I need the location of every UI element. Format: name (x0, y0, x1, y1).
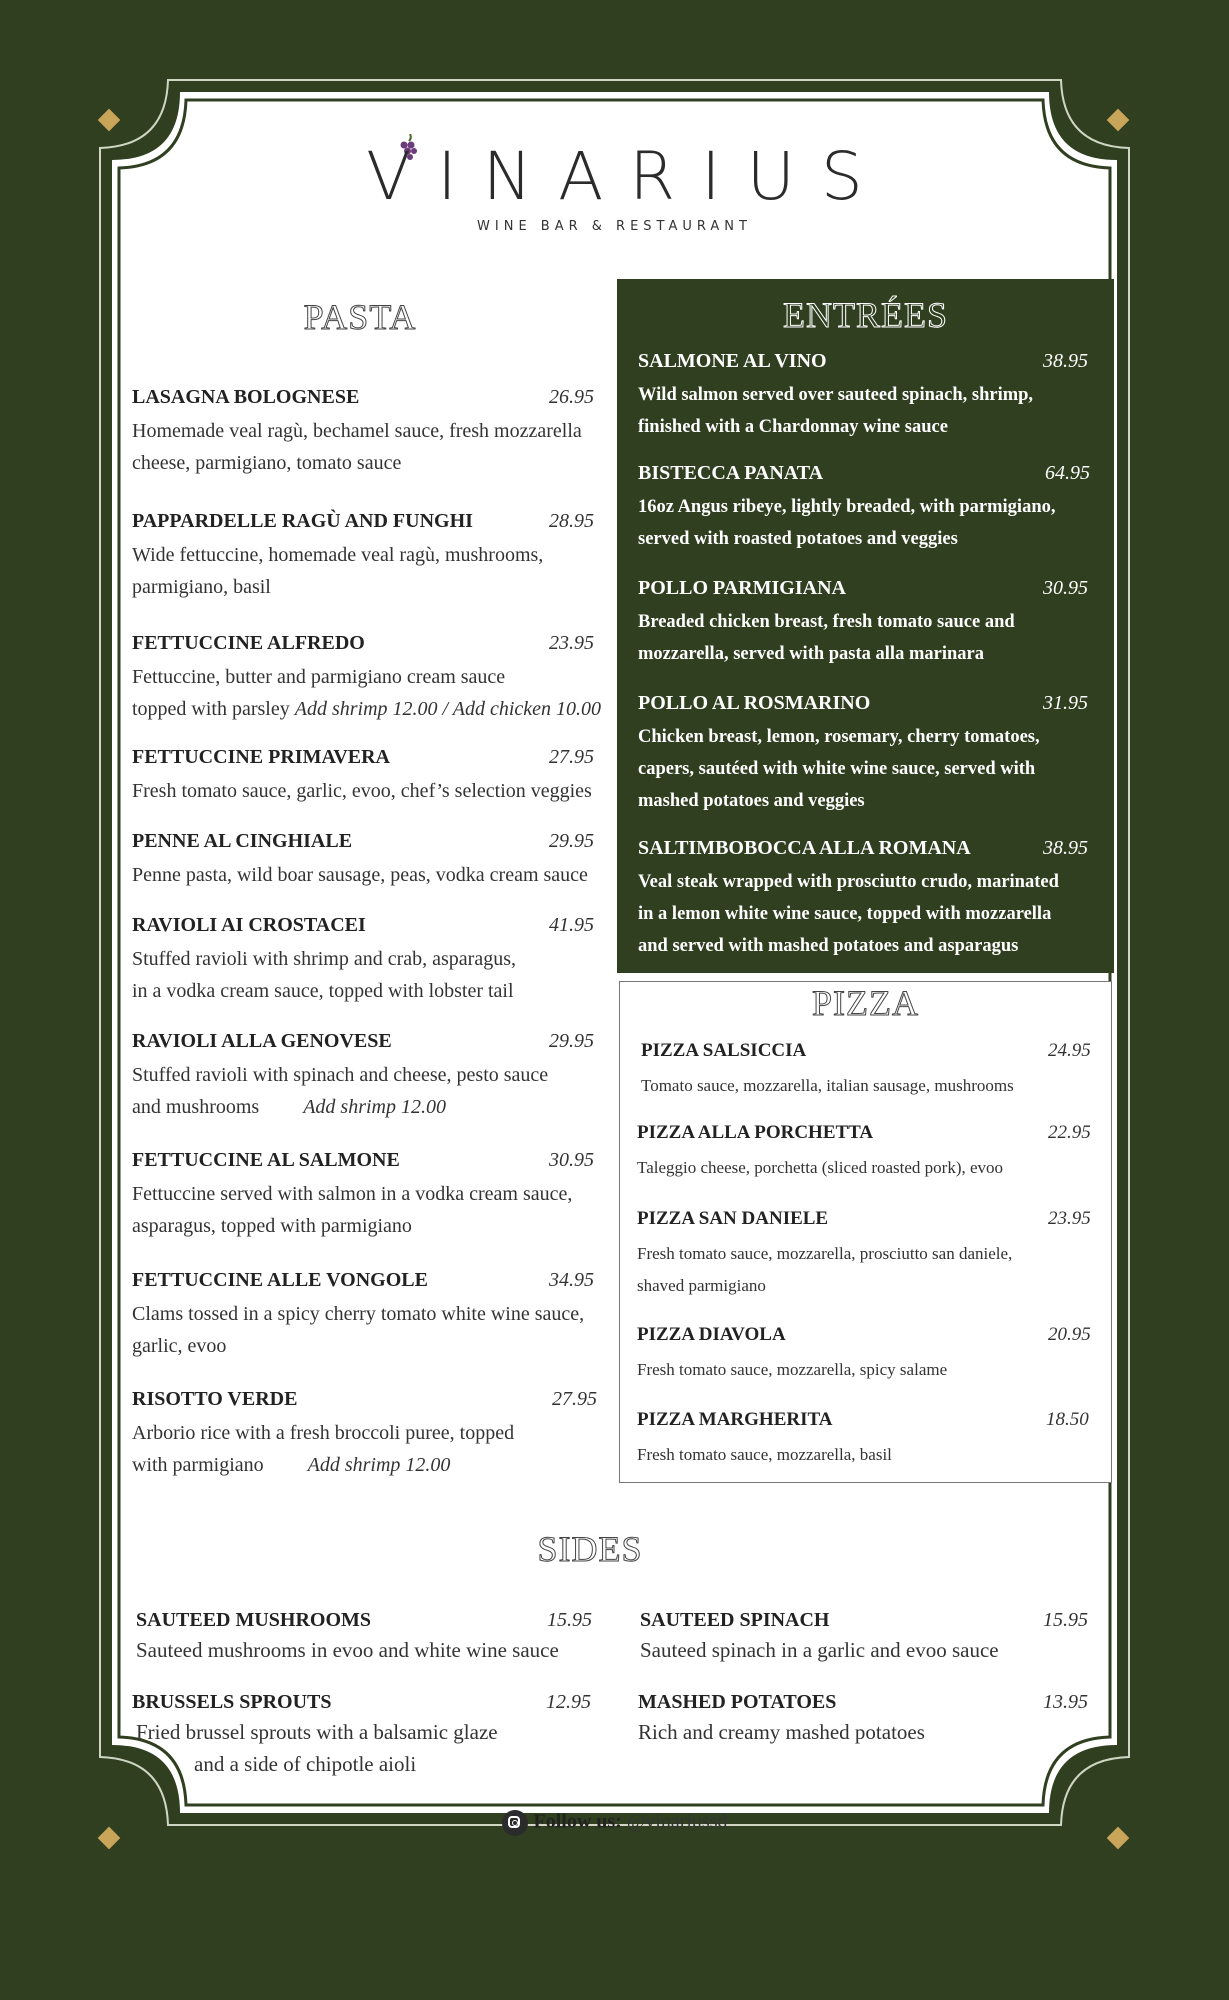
item-name: LASAGNA BOLOGNESE (132, 386, 360, 408)
item-name: FETTUCCINE ALFREDO (132, 632, 365, 654)
menu-item-pizza-san-daniele (637, 1208, 1091, 1302)
item-name: SALTIMBOBOCCA ALLA ROMANA (638, 837, 971, 859)
item-addon: Add shrimp 12.00 / Add chicken 10.00 (294, 698, 602, 720)
item-price: 38.95 (1043, 837, 1088, 859)
item-price: 31.95 (1043, 692, 1088, 714)
menu-item-salmone-al-vino (638, 350, 1098, 443)
item-desc: Fresh tomato sauce, garlic, evoo, chef’s selection veggies (132, 780, 592, 802)
sides-title: SIDES (537, 1529, 643, 1569)
item-price: 27.95 (552, 1388, 597, 1410)
item-desc: Fried brussel sprouts with a balsamic glaze and a side of chipotle aioli (136, 1720, 498, 1776)
menu-item-pollo-parmigiana (638, 577, 1098, 670)
item-name: PIZZA DIAVOLA (637, 1324, 786, 1345)
menu-item-vongole (132, 1269, 612, 1362)
item-price: 23.95 (549, 632, 594, 654)
menu-item-alfredo (132, 632, 612, 725)
item-desc: 16oz Angus ribeye, lightly breaded, with parmigiano, served with roasted potatoes and veggies (638, 497, 1056, 549)
item-name: PAPPARDELLE RAGÙ AND FUNGHI (132, 510, 473, 532)
menu-item-cinghiale (132, 830, 612, 891)
item-price: 28.95 (549, 510, 594, 532)
menu-item-pizza-margherita (637, 1409, 1091, 1471)
item-desc: Veal steak wrapped with prosciutto crudo, marinated in a lemon white wine sauce, topped with mozzarella and served with mashed potatoes and asparagus (638, 872, 1059, 956)
item-desc: Penne pasta, wild boar sausage, peas, vodka cream sauce (132, 864, 588, 886)
menu-item-lasagna (132, 386, 612, 479)
item-name: SAUTEED MUSHROOMS (136, 1609, 372, 1631)
item-price: 13.95 (1043, 1691, 1088, 1713)
item-price: 30.95 (549, 1149, 594, 1171)
menu-item-sauteed-spinach (640, 1609, 1100, 1666)
item-addon: Add shrimp 12.00 (307, 1454, 451, 1476)
item-price: 64.95 (1045, 462, 1090, 484)
item-name: FETTUCCINE PRIMAVERA (132, 746, 390, 768)
item-desc: Taleggio cheese, porchetta (sliced roasted pork), evoo (637, 1158, 1004, 1177)
social-follow (0, 1810, 1229, 1836)
item-desc: Chicken breast, lemon, rosemary, cherry tomatoes, capers, sautéed with white wine sauce, served with mashed potatoes and veggies (638, 727, 1040, 811)
item-name: FETTUCCINE AL SALMONE (132, 1149, 400, 1171)
pasta-title: PASTA (303, 297, 417, 337)
menu-item-salmone (132, 1149, 612, 1242)
menu-item-pizza-diavola (637, 1324, 1091, 1386)
instagram-icon[interactable] (502, 1810, 528, 1836)
item-name: FETTUCCINE ALLE VONGOLE (132, 1269, 428, 1291)
item-desc: Fettuccine, butter and parmigiano cream sauce topped with parsley Add shrimp 12.00 / Add chicken 10.00 (132, 666, 602, 720)
item-price: 12.95 (546, 1691, 591, 1713)
item-name: RAVIOLI AI CROSTACEI (132, 914, 366, 936)
item-desc: Fresh tomato sauce, mozzarella, spicy salame (637, 1360, 948, 1379)
item-name: MASHED POTATOES (638, 1691, 837, 1713)
item-name: PIZZA ALLA PORCHETTA (637, 1122, 874, 1143)
item-name: BRUSSELS SPROUTS (132, 1691, 332, 1713)
item-name: SALMONE AL VINO (638, 350, 827, 372)
item-price: 34.95 (549, 1269, 594, 1291)
item-name: RAVIOLI ALLA GENOVESE (132, 1030, 392, 1052)
brand-tagline: WINE BAR & RESTAURANT (477, 219, 752, 234)
item-name: BISTECCA PANATA (638, 462, 824, 484)
item-name: POLLO PARMIGIANA (638, 577, 846, 599)
item-price: 22.95 (1048, 1122, 1091, 1143)
brand-name: VINARIUS (366, 138, 889, 215)
item-desc: Fresh tomato sauce, mozzarella, prosciutto san daniele, shaved parmigiano (637, 1244, 1013, 1295)
social-handle[interactable]: @vinariussd (626, 1810, 728, 1833)
item-desc: Breaded chicken breast, fresh tomato sauce and mozzarella, served with pasta alla marinara (638, 612, 1015, 664)
item-name: PENNE AL CINGHIALE (132, 830, 353, 852)
menu-item-saltimbocca (638, 837, 1108, 962)
item-desc: Tomato sauce, mozzarella, italian sausage, mushrooms (641, 1076, 1014, 1095)
item-price: 18.50 (1046, 1409, 1089, 1430)
item-desc: Stuffed ravioli with spinach and cheese, pesto sauce and mushrooms Add shrimp 12.00 (132, 1064, 549, 1118)
item-desc: Homemade veal ragù, bechamel sauce, fresh mozzarella cheese, parmigiano, tomato sauce (132, 420, 582, 474)
item-price: 27.95 (549, 746, 594, 768)
menu-item-mashed-potatoes (638, 1691, 1098, 1748)
item-desc: Sauteed mushrooms in evoo and white wine sauce (136, 1638, 559, 1662)
item-name: POLLO AL ROSMARINO (638, 692, 871, 714)
pizza-title: PIZZA (812, 983, 919, 1023)
item-name: PIZZA SAN DANIELE (637, 1208, 829, 1229)
diamond-top-right-icon (1107, 109, 1130, 132)
item-price: 30.95 (1043, 577, 1088, 599)
menu-item-brussels-sprouts (132, 1691, 602, 1780)
item-desc: Rich and creamy mashed potatoes (638, 1720, 925, 1744)
menu-item-pollo-rosmarino (638, 692, 1098, 817)
item-name: PIZZA MARGHERITA (637, 1409, 833, 1430)
entrees-title: ENTRÉES (783, 295, 948, 335)
menu-item-risotto (132, 1388, 612, 1481)
item-desc: Clams tossed in a spicy cherry tomato white wine sauce, garlic, evoo (132, 1303, 585, 1357)
item-desc: Sauteed spinach in a garlic and evoo sauce (640, 1638, 999, 1662)
item-desc: Wide fettuccine, homemade veal ragù, mushrooms, parmigiano, basil (132, 544, 544, 598)
item-price: 41.95 (549, 914, 594, 936)
item-desc: Fettuccine served with salmon in a vodka cream sauce, asparagus, topped with parmigiano (132, 1183, 573, 1237)
item-price: 20.95 (1048, 1324, 1091, 1345)
menu-item-genovese (132, 1030, 612, 1123)
item-desc: Stuffed ravioli with shrimp and crab, asparagus, in a vodka cream sauce, topped with lobster tail (132, 948, 516, 1002)
item-price: 15.95 (1043, 1609, 1088, 1631)
menu-item-pizza-porchetta (637, 1122, 1091, 1184)
menu-item-pizza-salsiccia (641, 1040, 1091, 1102)
item-desc: Fresh tomato sauce, mozzarella, basil (637, 1445, 892, 1464)
follow-label: Follow us: (533, 1810, 622, 1833)
menu-item-bistecca (638, 462, 1108, 555)
menu-item-primavera (132, 746, 612, 807)
menu-item-crostacei (132, 914, 612, 1007)
item-price: 26.95 (549, 386, 594, 408)
item-name: RISOTTO VERDE (132, 1388, 298, 1410)
item-price: 29.95 (549, 1030, 594, 1052)
item-price: 38.95 (1043, 350, 1088, 372)
diamond-top-left-icon (98, 109, 121, 132)
item-desc: Arborio rice with a fresh broccoli puree, topped with parmigiano Add shrimp 12.00 (132, 1422, 515, 1476)
item-price: 29.95 (549, 830, 594, 852)
menu-item-sauteed-mushrooms (136, 1609, 606, 1666)
item-price: 23.95 (1048, 1208, 1091, 1229)
item-name: SAUTEED SPINACH (640, 1609, 830, 1631)
item-price: 15.95 (547, 1609, 592, 1631)
item-price: 24.95 (1048, 1040, 1091, 1061)
item-desc: Wild salmon served over sauteed spinach, shrimp, finished with a Chardonnay wine sauce (638, 385, 1034, 437)
item-addon: Add shrimp 12.00 (303, 1096, 447, 1118)
menu-item-pappardelle (132, 510, 612, 603)
item-name: PIZZA SALSICCIA (641, 1040, 807, 1061)
